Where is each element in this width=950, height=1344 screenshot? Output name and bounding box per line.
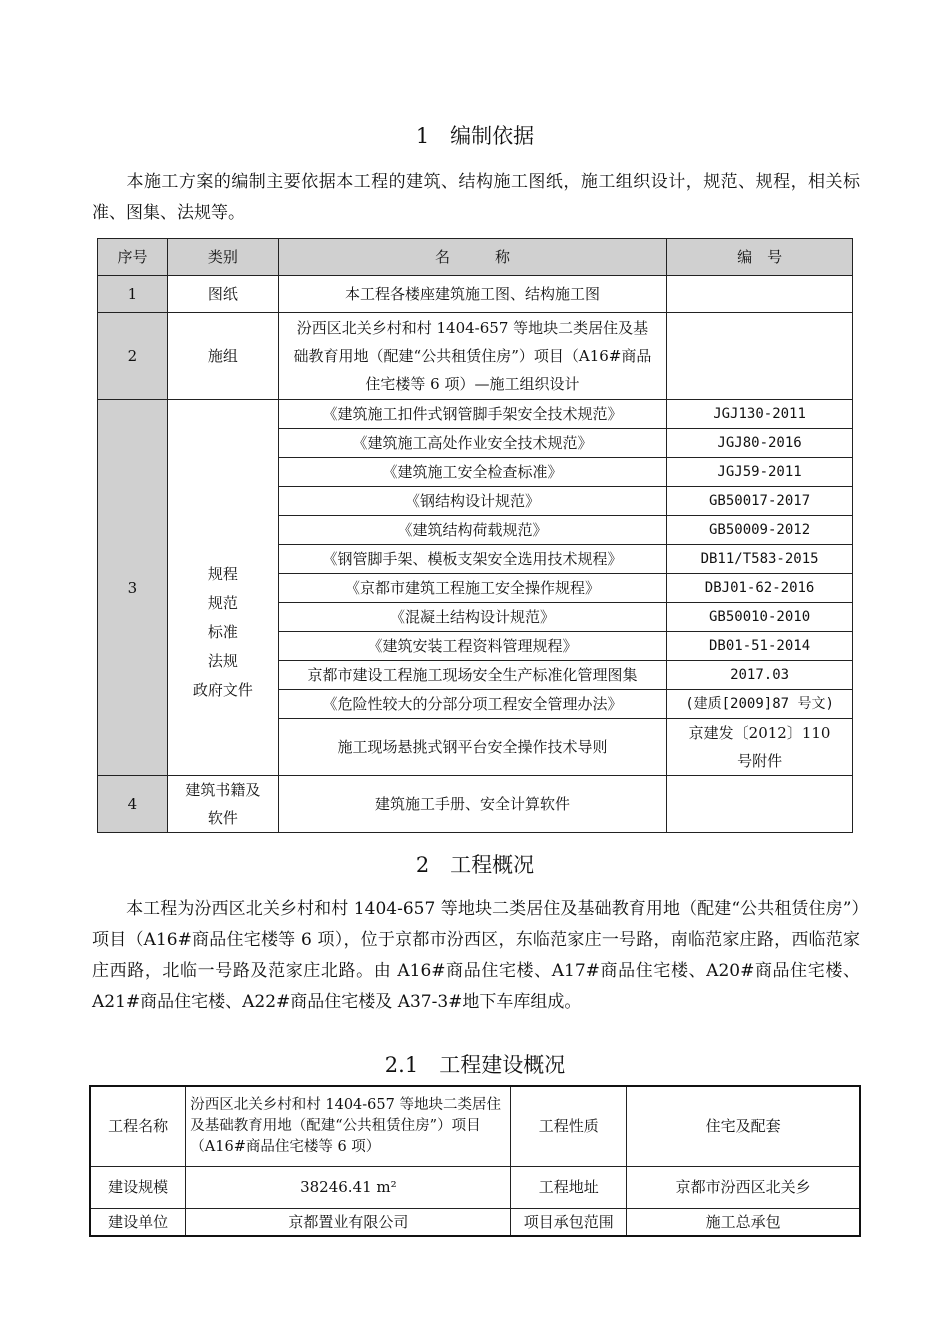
item-name: 《建筑施工扣件式钢管脚手架安全技术规范》 [278,400,666,429]
value-address: 京都市汾西区北关乡 [627,1166,860,1208]
item-code: GB50017-2017 [667,487,853,516]
item-name: 《危险性较大的分部分项工程安全管理办法》 [278,690,666,719]
item-name: 《京都市建筑工程施工安全操作规程》 [278,574,666,603]
item-code: DB11/T583-2015 [667,545,853,574]
row-code [667,276,853,313]
header-category: 类别 [167,239,278,276]
item-code: JGJ130-2011 [667,400,853,429]
row-no: 2 [98,313,168,400]
label-project-nature: 工程性质 [511,1086,627,1166]
item-code: JGJ80-2016 [667,429,853,458]
table-row [98,276,853,313]
basis-table [97,238,853,833]
item-code: 京建发〔2012〕110 号附件 [667,719,853,776]
item-code: JGJ59-2011 [667,458,853,487]
section-2-intro-text: 本工程为汾西区北关乡村和村 1404-657 等地块二类居住及基础教育用地（配建“公共租赁住房”）项目（A16#商品住宅楼等 6 项），位于京都市汾西区，东临范家庄一号路，南临范家庄路，西临范家庄西路，北临一号路及范家庄北路。由 A16#商品住宅楼、A17#商品住宅楼、A20#商品住宅楼、A21#商品住宅楼、A22#商品住宅楼及 A37-3#地下车库组成。 [92,899,860,1012]
category-line: 政府文件 [192,681,253,699]
table-row [90,1086,860,1166]
row-name: 建筑施工手册、安全计算软件 [278,776,666,833]
label-scale: 建设规模 [90,1166,186,1208]
item-name: 《钢结构设计规范》 [278,487,666,516]
row-no: 3 [98,400,168,776]
category-line: 规程 [207,565,238,583]
item-name: 《建筑施工高处作业安全技术规范》 [278,429,666,458]
category-line: 标准 [207,623,238,641]
value-scope: 施工总承包 [627,1208,860,1236]
label-project-name: 工程名称 [90,1086,186,1166]
row-name: 本工程各楼座建筑施工图、结构施工图 [278,276,666,313]
row-name: 汾西区北关乡村和村 1404-657 等地块二类居住及基础教育用地（配建“公共租赁住房”）项目（A16#商品住宅楼等 6 项）—施工组织设计 [278,313,666,400]
section-2-1-title: 2.1 工程建设概况 [384,1053,566,1077]
row-no: 4 [98,776,168,833]
section-2-intro [92,894,860,1018]
item-code: (建质[2009]87 号文) [667,690,853,719]
value-project-nature: 住宅及配套 [627,1086,860,1166]
row-code [667,776,853,833]
row-code [667,313,853,400]
label-scope: 项目承包范围 [511,1208,627,1236]
item-name: 《建筑结构荷载规范》 [278,516,666,545]
section-1-intro [92,167,860,229]
item-name: 施工现场悬挑式钢平台安全操作技术导则 [278,719,666,776]
category-line: 规范 [207,594,238,612]
value-scale: 38246.41 m² [186,1166,511,1208]
value-owner: 京都置业有限公司 [186,1208,511,1236]
table-header [98,239,853,276]
row-category: 施组 [167,313,278,400]
table-row [98,313,853,400]
header-name: 名 称 [278,239,666,276]
item-name: 《混凝土结构设计规范》 [278,603,666,632]
item-name: 《建筑安装工程资料管理规程》 [278,632,666,661]
item-name: 《钢管脚手架、模板支架安全选用技术规程》 [278,545,666,574]
table-row [98,400,853,429]
item-code: DB01-51-2014 [667,632,853,661]
table-row [90,1208,860,1236]
section-1-title: 1 编制依据 [415,124,535,148]
label-address: 工程地址 [511,1166,627,1208]
value-project-name: 汾西区北关乡村和村 1404-657 等地块二类居住及基础教育用地（配建“公共租赁住房”）项目（A16#商品住宅楼等 6 项） [186,1086,511,1166]
item-code: GB50009-2012 [667,516,853,545]
row-category [167,400,278,776]
label-owner: 建设单位 [90,1208,186,1236]
table-row [98,776,853,833]
row-category: 图纸 [167,276,278,313]
item-name: 《建筑施工安全检查标准》 [278,458,666,487]
category-line: 法规 [207,652,238,670]
header-code: 编 号 [667,239,853,276]
row-category: 建筑书籍及软件 [167,776,278,833]
section-2-title: 2 工程概况 [415,853,535,877]
table-row [90,1166,860,1208]
item-code: 2017.03 [667,661,853,690]
header-no: 序号 [98,239,168,276]
item-code: DBJ01-62-2016 [667,574,853,603]
project-overview-table [89,1085,861,1237]
item-code: GB50010-2010 [667,603,853,632]
item-name: 京都市建设工程施工现场安全生产标准化管理图集 [278,661,666,690]
row-no: 1 [98,276,168,313]
section-1-intro-text: 本施工方案的编制主要依据本工程的建筑、结构施工图纸，施工组织设计，规范、规程，相关标准、图集、法规等。 [92,172,860,223]
